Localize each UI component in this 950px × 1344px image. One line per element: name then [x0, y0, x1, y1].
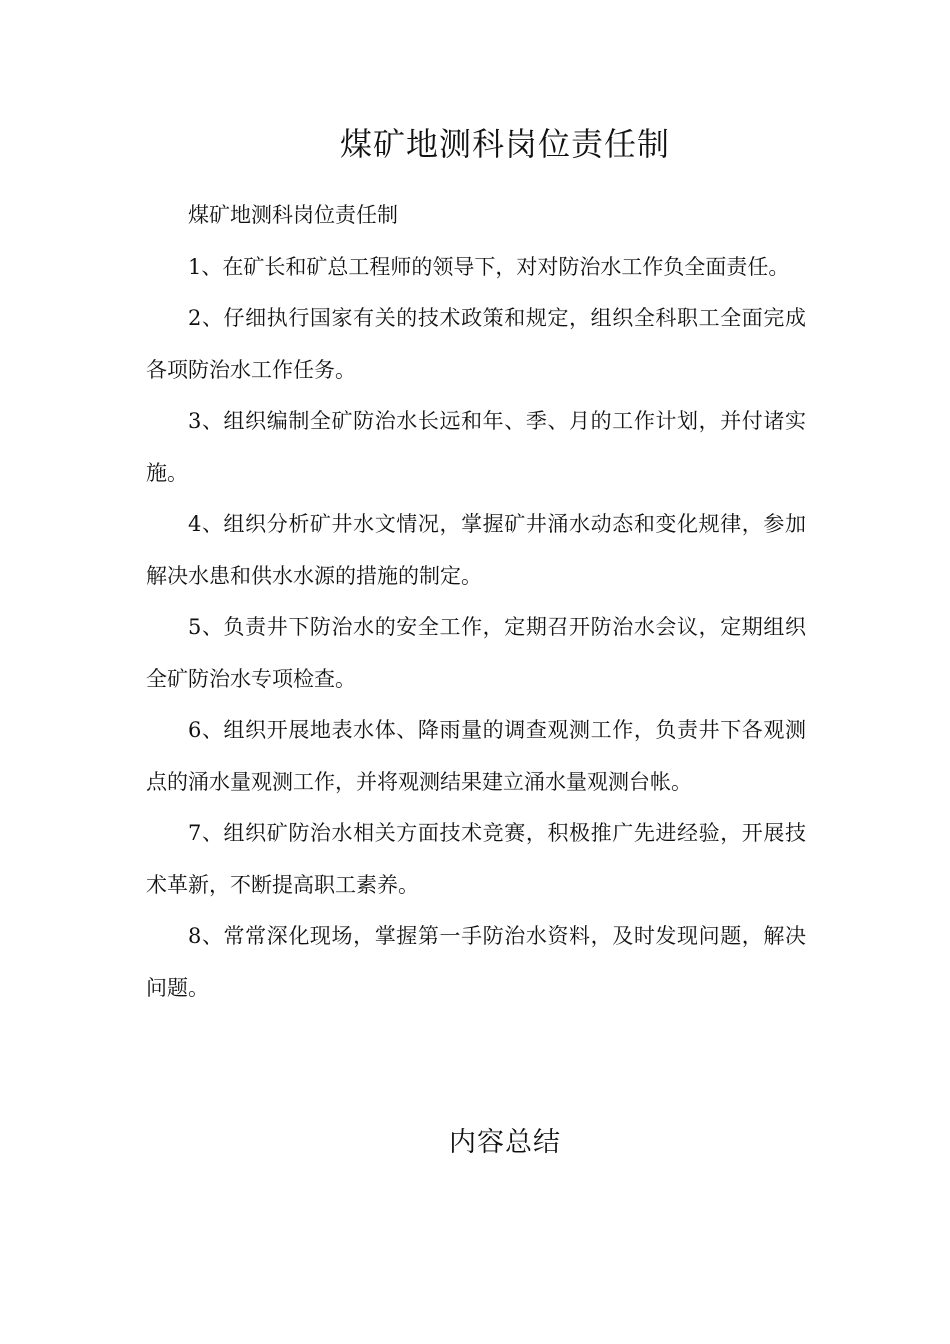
paragraph-item-5: 5、负责井下防治水的安全工作，定期召开防治水会议，定期组织全矿防治水专项检查。 [146, 615, 806, 691]
paragraph-item-6: 6、组织开展地表水体、降雨量的调查观测工作，负责井下各观测点的涌水量观测工作，并将观测结果建立涌水量观测台帐。 [146, 718, 806, 794]
document-body [146, 190, 806, 1014]
summary-heading: 内容总结 [449, 1127, 561, 1158]
document-title: 煤矿地测科岗位责任制 [339, 125, 670, 163]
paragraph-item-4: 4、组织分析矿井水文情况，掌握矿井涌水动态和变化规律，参加解决水患和供水水源的措施的制定。 [146, 512, 806, 588]
paragraph-item-1: 1、在矿长和矿总工程师的领导下，对对防治水工作负全面责任。 [188, 254, 790, 279]
paragraph-item-2: 2、仔细执行国家有关的技术政策和规定，组织全科职工全面完成各项防治水工作任务。 [146, 306, 806, 382]
paragraph-item-8: 8、常常深化现场，掌握第一手防治水资料，及时发现问题，解决问题。 [146, 924, 806, 1000]
document-subtitle: 煤矿地测科岗位责任制 [188, 203, 398, 227]
paragraph-item-3: 3、组织编制全矿防治水长远和年、季、月的工作计划，并付诸实施。 [146, 409, 806, 485]
paragraph-item-7: 7、组织矿防治水相关方面技术竞赛，积极推广先进经验，开展技术革新，不断提高职工素养。 [146, 821, 806, 897]
